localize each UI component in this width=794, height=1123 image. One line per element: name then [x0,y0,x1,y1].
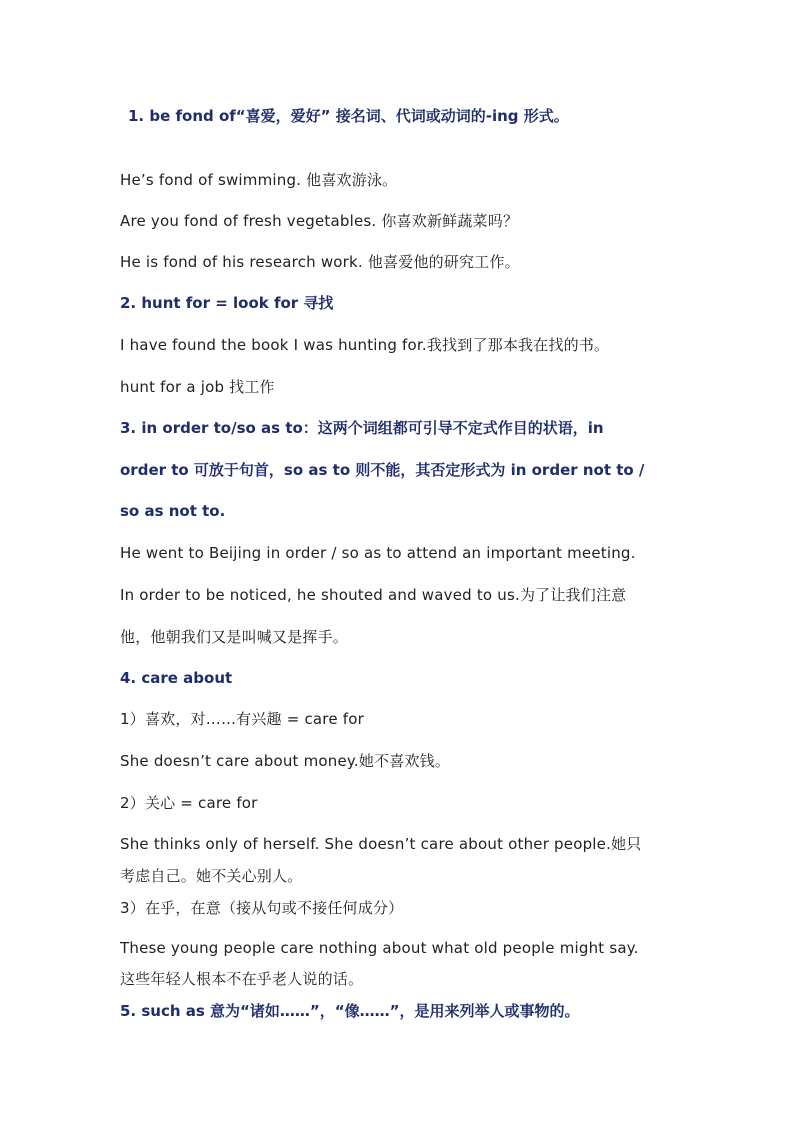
heading-such-as: 5. such as 意为“诸如……”，“像……”，是用来列举人或事物的。 [120,1002,580,1020]
meaning-item: 1）喜欢，对……有兴趣 = care for [120,710,364,728]
example-sentence: I have found the book I was hunting for.我找到了那本我在找的书。 [120,336,610,354]
example-sentence: He is fond of his research work. 他喜爱他的研究工作。 [120,253,520,271]
example-sentence: These young people care nothing about what old people might say. [120,939,639,957]
heading-in-order-to-continued: order to 可放于句首，so as to 则不能，其否定形式为 in order not to / [120,461,645,479]
example-sentence: He went to Beijing in order / so as to attend an important meeting. [120,544,636,562]
example-sentence-continued: 他，他朝我们又是叫喊又是挥手。 [120,628,349,646]
example-sentence-continued: 考虑自己。她不关心别人。 [120,867,303,885]
heading-in-order-to-end: so as not to. [120,502,226,520]
meaning-item: 2）关心 = care for [120,794,258,812]
example-sentence: She thinks only of herself. She doesn’t care about other people.她只 [120,835,642,853]
heading-hunt-for: 2. hunt for = look for 寻找 [120,294,334,312]
example-sentence-continued: 这些年轻人根本不在乎老人说的话。 [120,970,364,988]
example-sentence: He’s fond of swimming. 他喜欢游泳。 [120,171,398,189]
example-sentence: Are you fond of fresh vegetables. 你喜欢新鲜蔬菜吗？ [120,212,519,230]
meaning-item: 3）在乎，在意（接从句或不接任何成分） [120,899,404,917]
heading-care-about: 4. care about [120,669,233,687]
example-phrase: hunt for a job 找工作 [120,378,275,396]
example-sentence: In order to be noticed, he shouted and waved to us.为了让我们注意 [120,586,627,604]
heading-in-order-to: 3. in order to/so as to：这两个词组都可引导不定式作目的状语，in [120,419,604,437]
heading-be-fond-of: 1. be fond of“喜爱，爱好” 接名词、代词或动词的-ing 形式。 [128,107,569,125]
example-sentence: She doesn’t care about money.她不喜欢钱。 [120,752,451,770]
